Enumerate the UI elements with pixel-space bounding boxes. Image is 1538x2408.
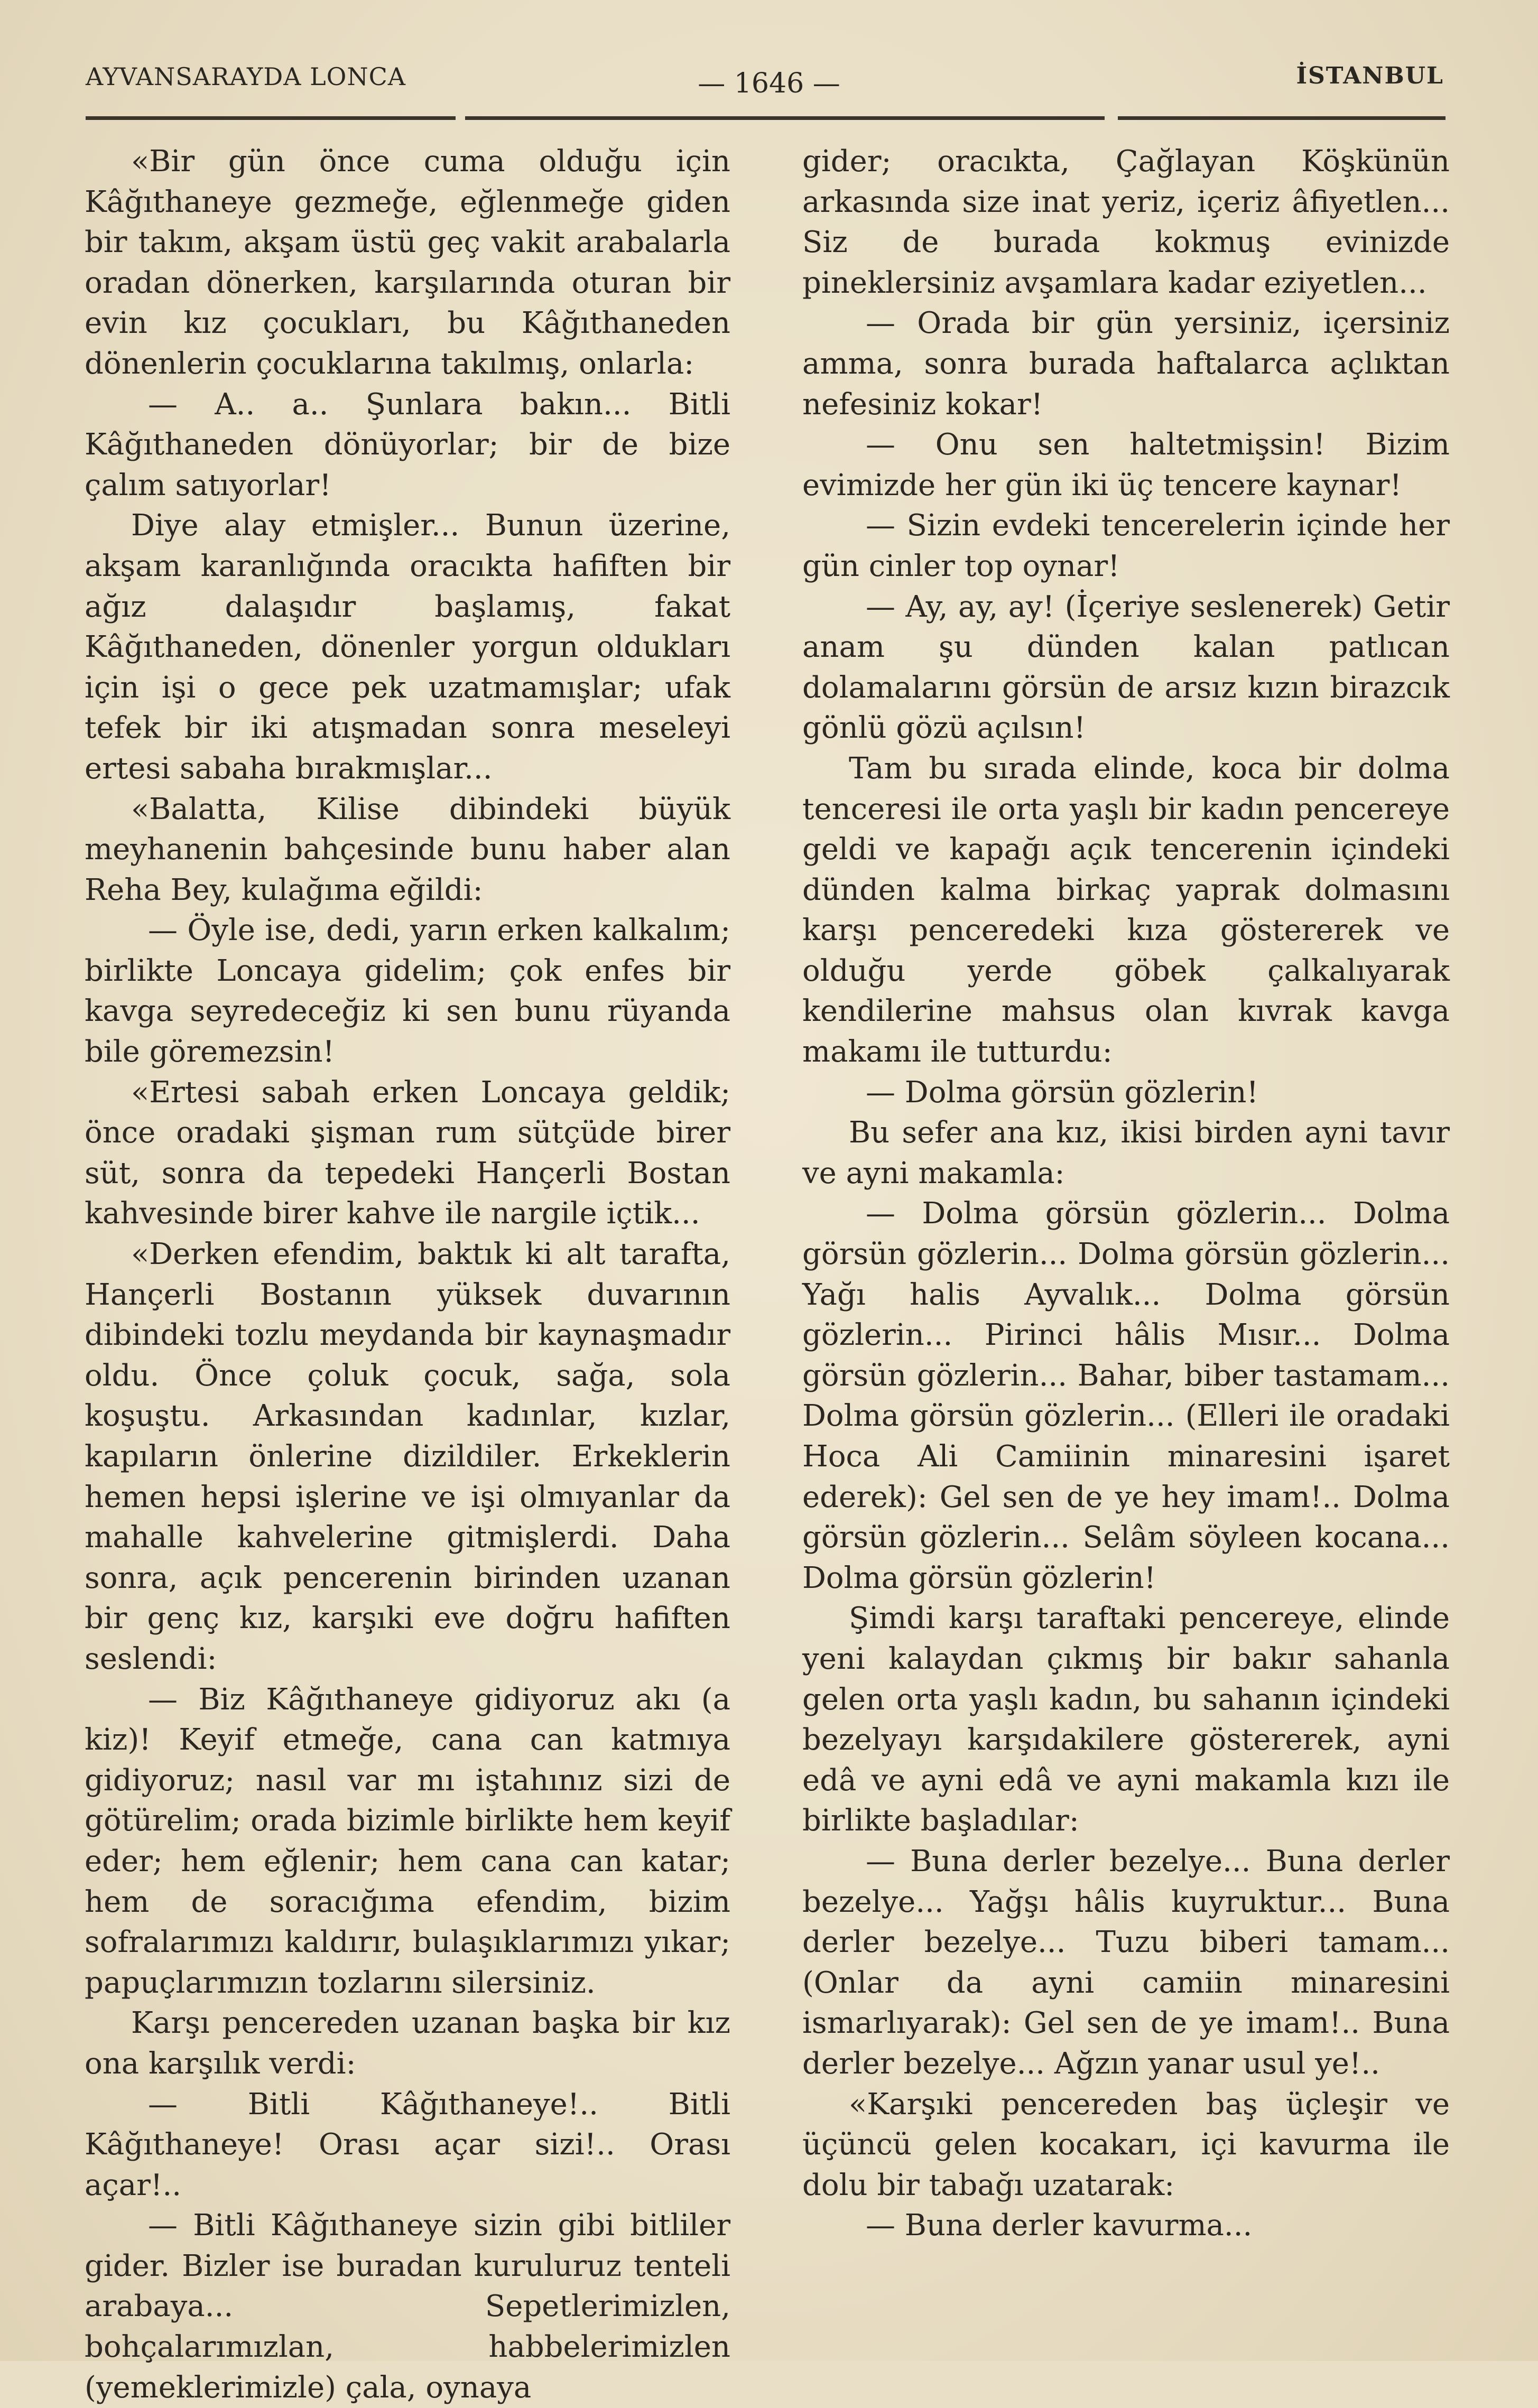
paragraph: «Balatta, Kilise dibindeki büyük meyhanenin bahçesinde bunu haber alan Reha Bey, kulağıma eğildi: — [85, 792, 730, 907]
paragraph: — Öyle ise, dedi, yarın erken kalkalım; birlikte Loncaya gidelim; çok enfes bir kavga seyredeceğiz ki sen bunu rüyanda bile göremezsin! — [85, 913, 730, 1070]
paragraph: Tam bu sırada elinde, koca bir dolma tenceresi ile orta yaşlı bir kadın pencereye geldi ve kapağı açık tencerenin içindeki dünden kalma birkaç yaprak dolmasını karşı penceredeki kıza göstererek ve olduğu yerde göbek çalkalıyarak kendilerine mahsus olan kıvrak kavga makamı ile tutturdu: — [802, 751, 1450, 1070]
header-rule-center — [465, 116, 1105, 120]
paragraph: «Derken efendim, baktık ki alt tarafta, Hançerli Bostanın yüksek duvarının dibindeki tozlu meydanda bir kaynaşmadır oldu. Önce çoluk çocuk, sağa, sola koşuştu. Arkasından kadınlar, kızlar, kapıların önlerine dizildiler. Erkeklerin hemen hepsi işlerine ve işi olmıyanlar da mahalle kahvelerine gitmişlerdi. Daha sonra, açık pencerenin birinden uzanan bir genç kız, karşıki eve doğru hafiften seslendi: — [85, 1237, 730, 1676]
running-header-right: İSTANBUL — [1296, 62, 1444, 89]
text-column-left — [85, 142, 730, 2408]
paragraph: gider; oracıkta, Çağlayan Köşkünün arkasında size inat yeriz, içeriz âfiyetlen... Siz de burada kokmuş evinizde pineklersiniz avşamlara kadar eziyetlen... — [802, 144, 1450, 300]
paragraph: — Buna derler kavurma... — [866, 2208, 1253, 2243]
paragraph: Diye alay etmişler... Bunun üzerine, akşam karanlığında oracıkta hafiften bir ağız dalaşıdır başlamış, fakat Kâğıthaneden, dönenler yorgun oldukları için işi o gece pek uzatmamışlar; ufak tefek bir iki atışmadan sonra meseleyi ertesi sabaha bırakmışlar... — [85, 508, 730, 786]
paragraph: — Ay, ay, ay! (İçeriye seslenerek) Getir anam şu dünden kalan patlıcan dolamalarını görsün de arsız kızın birazcık gönlü gözü açılsın! — [802, 589, 1450, 746]
paragraph: — Onu sen haltetmişsin! Bizim evimizde her gün iki üç tencere kaynar! — [802, 427, 1450, 503]
paragraph: — Dolma görsün gözlerin! — [866, 1075, 1258, 1110]
paragraph: — Bitli Kâğıthaneye!.. Bitli Kâğıthaneye! Orası açar sizi!.. Orası açar!.. — [85, 2087, 730, 2202]
paragraph: «Bir gün önce cuma olduğu için Kâğıthaneye gezmeğe, eğlenmeğe giden bir takım, akşam üstü geç vakit arabalarla oradan dönerken, karşılarında oturan bir evin kız çocukları, bu Kâğıthaneden dönenlerin çocuklarına takılmış, onlarla: — [85, 144, 730, 381]
paragraph: — Sizin evdeki tencerelerin içinde her gün cinler top oynar! — [802, 508, 1450, 583]
paragraph: Bu sefer ana kız, ikisi birden ayni tavır ve ayni makamla: — [802, 1115, 1450, 1191]
paragraph: Şimdi karşı taraftaki pencereye, elinde yeni kalaydan çıkmış bir bakır sahanla gelen orta yaşlı kadın, bu sahanın içindeki bezelyayı karşıdakilere göstererek, ayni edâ ve ayni edâ ve ayni makamla kızı ile birlikte başladılar: — [802, 1601, 1450, 1838]
paragraph: — Buna derler bezelye... Buna derler bezelye... Yağşı hâlis kuyruktur... Buna derler bezelye... Tuzu biberi tamam... (Onlar da ayni camiin minaresini ismarlıyarak): Gel sen de ye imam!.. Buna derler bezelye... Ağzın yanar usul ye!.. — [802, 1844, 1450, 2081]
paragraph: «Ertesi sabah erken Loncaya geldik; önce oradaki şişman rum sütçüde birer süt, sonra da tepedeki Hançerli Bostan kahvesinde birer kahve ile nargile içtik... — [85, 1075, 730, 1231]
text-column-right — [802, 142, 1450, 2246]
header-rule-right — [1118, 116, 1446, 120]
paragraph: Karşı pencereden uzanan başka bir kız ona karşılık verdi: — [85, 2006, 730, 2081]
paragraph: — Bitli Kâğıthaneye sizin gibi bitliler gider. Bizler ise buradan kuruluruz tenteli arabaya... Sepetlerimizlen, bohçalarımızlan, habbelerimizlen (yemeklerimizle) çala, oynaya — [85, 2208, 730, 2405]
page-number: — 1646 — — [698, 68, 840, 99]
header-rule-left — [86, 116, 456, 120]
paragraph: — Biz Kâğıthaneye gidiyoruz akı (a kiz)! Keyif etmeğe, cana can katmıya gidiyoruz; nasıl var mı iştahınız sizi de götürelim; orada bizimle birlikte hem keyif eder; hem eğlenir; hem cana can katar; hem de soracığıma efendim, bizim sofralarımızı kaldırır, bulaşıklarımızı yıkar; papuçlarımızın tozlarını silersiniz. — [85, 1682, 730, 2000]
paragraph: — A.. a.. Şunlara bakın... Bitli Kâğıthaneden dönüyorlar; bir de bize çalım satıyorlar! — [85, 387, 730, 503]
paragraph: — Orada bir gün yersiniz, içersiniz amma, sonra burada haftalarca açlıktan nefesiniz kokar! — [802, 306, 1450, 422]
running-header-left: AYVANSARAYDA LONCA — [86, 62, 406, 91]
paragraph: — Dolma görsün gözlerin... Dolma görsün gözlerin... Dolma görsün gözlerin... Yağı halis Ayvalık... Dolma görsün gözlerin... Pirinci hâlis Mısır... Dolma görsün gözlerin... Bahar, biber tastamam... Dolma görsün gözlerin... (Elleri ile oradaki Hoca Ali Camiinin minaresini işaret ederek): Gel sen de ye hey imam!.. Dolma görsün gözlerin... Selâm söyleen kocana... Dolma görsün gözlerin! — [802, 1196, 1450, 1595]
paragraph: «Karşıki pencereden baş üçleşir ve üçüncü gelen kocakarı, içi kavurma ile dolu bir tabağı uzatarak: — [802, 2087, 1450, 2202]
